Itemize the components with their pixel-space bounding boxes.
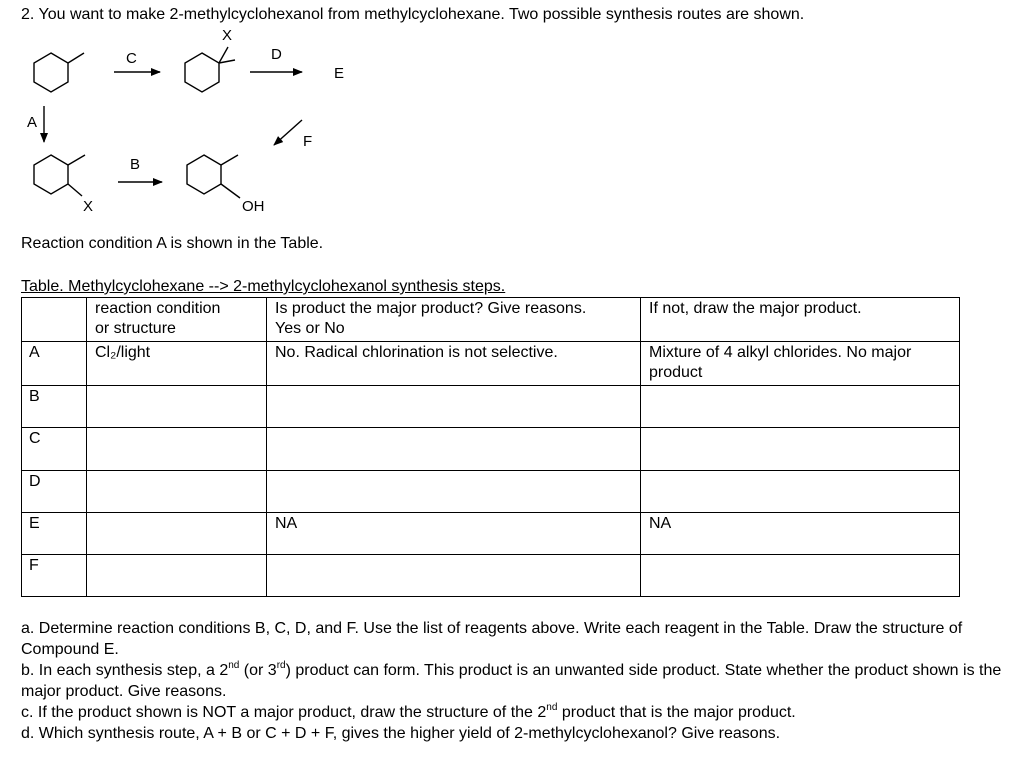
header-major-line2: Yes or No [275, 320, 345, 337]
condition-cell[interactable] [87, 555, 267, 597]
row-label: B [22, 386, 87, 428]
draw-cell[interactable] [641, 428, 960, 471]
question-title: 2. You want to make 2-methylcyclohexanol from methylcyclohexane. Two possible synthesis routes are shown. [21, 6, 805, 23]
major-cell[interactable] [267, 428, 641, 471]
label-c: C [126, 50, 137, 67]
question-c-pre: c. If the product shown is NOT a major product, draw the structure of the 2 [21, 704, 547, 721]
methyl-bond-bottom [68, 155, 85, 165]
condition-cell[interactable] [87, 471, 267, 513]
major-cell[interactable] [267, 386, 641, 428]
question-c-post: product that is the major product. [557, 704, 796, 721]
question-a: a. Determine reaction conditions B, C, D, and F. Use the list of reagents above. Write each reagent in the Table. Draw the structure of Compound E. [21, 620, 963, 658]
condition-cell[interactable]: Cl₂/light [87, 342, 267, 386]
halo-ring-bottom [34, 155, 68, 194]
question-b-post: ) product can form. This product is an unwanted side product. State whether the product shown is the major product. Give reasons. [21, 662, 1002, 700]
header-major [267, 298, 641, 342]
table-header-row [22, 298, 960, 342]
methyl-bond-top [219, 60, 235, 63]
table-row [22, 513, 960, 555]
label-b: B [130, 156, 141, 173]
label-f: F [303, 133, 313, 150]
alcohol-ring [187, 155, 221, 194]
methyl-bond [68, 53, 84, 63]
major-cell[interactable]: No. Radical chlorination is not selective. [267, 342, 641, 386]
methylcyclohexane-ring [34, 53, 68, 92]
header-draw: If not, draw the major product. [641, 298, 960, 342]
row-label: A [22, 342, 87, 386]
row-label: F [22, 555, 87, 597]
synthesis-table [21, 297, 960, 597]
methyl-bond-alcohol [221, 155, 238, 165]
question-b [21, 660, 1011, 702]
major-cell[interactable]: NA [267, 513, 641, 555]
question-b-pre: b. In each synthesis step, a 2 [21, 662, 229, 679]
note: Reaction condition A is shown in the Table. [21, 235, 324, 252]
major-cell[interactable] [267, 555, 641, 597]
label-a: A [27, 114, 38, 131]
row-label: D [22, 471, 87, 513]
table-row [22, 386, 960, 428]
label-e: E [334, 65, 345, 82]
halo-ring-top [185, 53, 219, 92]
draw-cell[interactable]: Mixture of 4 alkyl chlorides. No major product [641, 342, 960, 386]
condition-cell[interactable] [87, 386, 267, 428]
header-condition-line1: reaction condition [95, 300, 221, 317]
question-c [21, 702, 1011, 723]
table-caption: Table. Methylcyclohexane --> 2-methylcyclohexanol synthesis steps. [21, 278, 506, 295]
label-x-bottom: X [83, 198, 94, 215]
table-row [22, 428, 960, 471]
question-d: d. Which synthesis route, A + B or C + D + F, gives the higher yield of 2-methylcyclohexanol? Give reasons. [21, 725, 781, 742]
label-d: D [271, 46, 282, 63]
header-label-cell [22, 298, 87, 342]
arrow-f [274, 120, 302, 145]
table-row [22, 471, 960, 513]
label-x-top: X [222, 27, 233, 44]
condition-cell[interactable] [87, 513, 267, 555]
questions [21, 618, 1011, 744]
x-bond-bottom [68, 184, 82, 196]
draw-cell[interactable] [641, 386, 960, 428]
major-cell[interactable] [267, 471, 641, 513]
question-b-mid: (or 3 [239, 662, 277, 679]
x-bond-top [219, 47, 228, 63]
question-b-sup2: rd [276, 659, 286, 671]
question-b-sup1: nd [228, 659, 240, 671]
draw-cell[interactable] [641, 471, 960, 513]
header-major-line1: Is product the major product? Give reasons. [275, 300, 587, 317]
question-c-sup: nd [546, 701, 558, 713]
draw-cell[interactable] [641, 555, 960, 597]
table-row [22, 342, 960, 386]
draw-cell[interactable]: NA [641, 513, 960, 555]
synthesis-scheme [0, 0, 1024, 230]
row-label: C [22, 428, 87, 471]
row-label: E [22, 513, 87, 555]
header-condition-line2: or structure [95, 320, 176, 337]
label-oh: OH [242, 198, 265, 215]
condition-cell[interactable] [87, 428, 267, 471]
header-condition [87, 298, 267, 342]
oh-bond [221, 184, 240, 198]
table-row [22, 555, 960, 597]
